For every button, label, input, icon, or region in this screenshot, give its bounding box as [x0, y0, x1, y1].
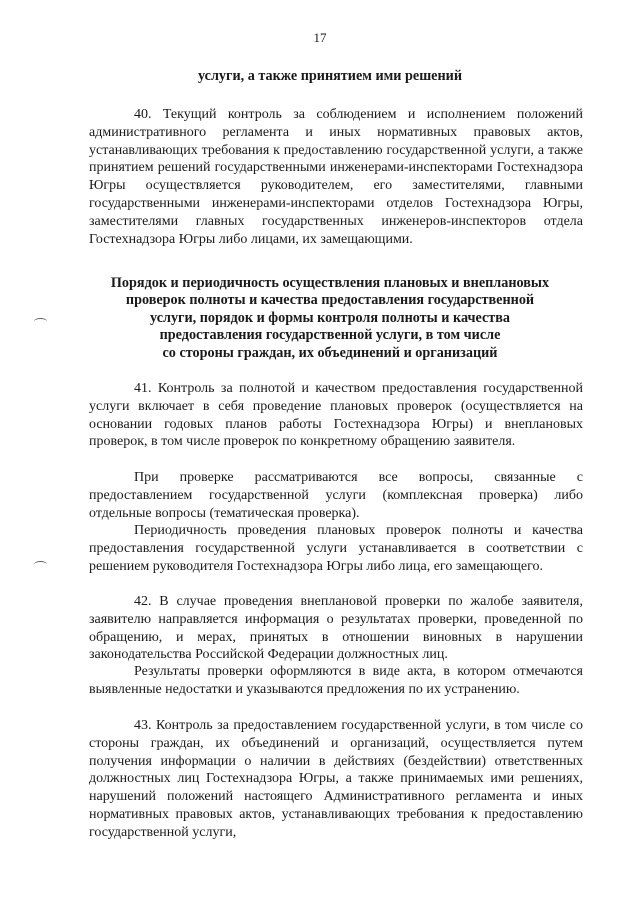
- paragraph-43: 43. Контроль за предоставлением государственной услуги, в том числе со стороны граждан, их объединений и организаций, осуществляется путем получения информации о наличии в действиях (бездействии) ответственных должностных лиц Гостехнадзора Югры, а также принимаемых ими решениях, нарушений положений настоящего Административного регламента и иных нормативных правовых актов, устанавливающих требования к предоставлению государственной услуги,: [89, 718, 583, 840]
- section-heading: [70, 275, 590, 362]
- section-heading-line: проверок полноты и качества предоставления государственной: [125, 292, 535, 309]
- section-heading-line: Порядок и периодичность осуществления плановых и внеплановых: [110, 275, 550, 291]
- page-number: 17: [313, 30, 327, 45]
- paragraph-41-check: При проверке рассматриваются все вопросы, связанные с предоставлением государственной услуги (комплексная проверка) либо отдельные вопросы (тематическая проверка).: [89, 470, 583, 521]
- paragraph-41: 41. Контроль за полнотой и качеством предоставления государственной услуги включает в себя проведение плановых проверок (осуществляется на основании годовых планов работы Гостехнадзора Югры) и внеплановых проверок, в том числе проверок по конкретному обращению заявителя.: [89, 381, 583, 450]
- section-heading-line: услуги, порядок и формы контроля полноты и качества: [150, 309, 510, 326]
- margin-binding-mark: [34, 318, 47, 325]
- section-heading-line: со стороны граждан, их объединений и организаций: [162, 344, 498, 361]
- paragraph-42-results: Результаты проверки оформляются в виде акта, в котором отмечаются выявленные недостатки и указываются предложения по их устранению.: [89, 664, 583, 697]
- heading-continuation: услуги, а также принятием ими решений: [198, 68, 462, 84]
- section-heading-line: предоставления государственной услуги, в том числе: [159, 327, 501, 344]
- paragraph-42: 42. В случае проведения внеплановой проверки по жалобе заявителя, заявителю направляется информация о результатах проверки, проведенной по обращению, и мерах, принятых в отношении виновных в нарушении законодательства Российской Федерации должностных лиц.: [89, 594, 583, 663]
- paragraph-41-periodicity: Периодичность проведения плановых проверок полноты и качества предоставления государственной услуги устанавливается в соответствии с решением руководителя Гостехнадзора Югры либо лица, его замещающего.: [89, 523, 583, 574]
- margin-binding-mark: [34, 561, 47, 568]
- paragraph-40: 40. Текущий контроль за соблюдением и исполнением положений административного регламента и иных нормативных правовых актов, устанавливающих требования к предоставлению государственной услуги, а также принятием решений государственными инженерами-инспекторами Гостехнадзора Югры осуществляется руководителем, его заместителями, главными государственными инженерами-инспекторами отделов Гостехнадзора Югры, заместителями главных государственных инженеров-инспекторов отдела Гостехнадзора Югры либо лицами, их замещающими.: [89, 107, 583, 247]
